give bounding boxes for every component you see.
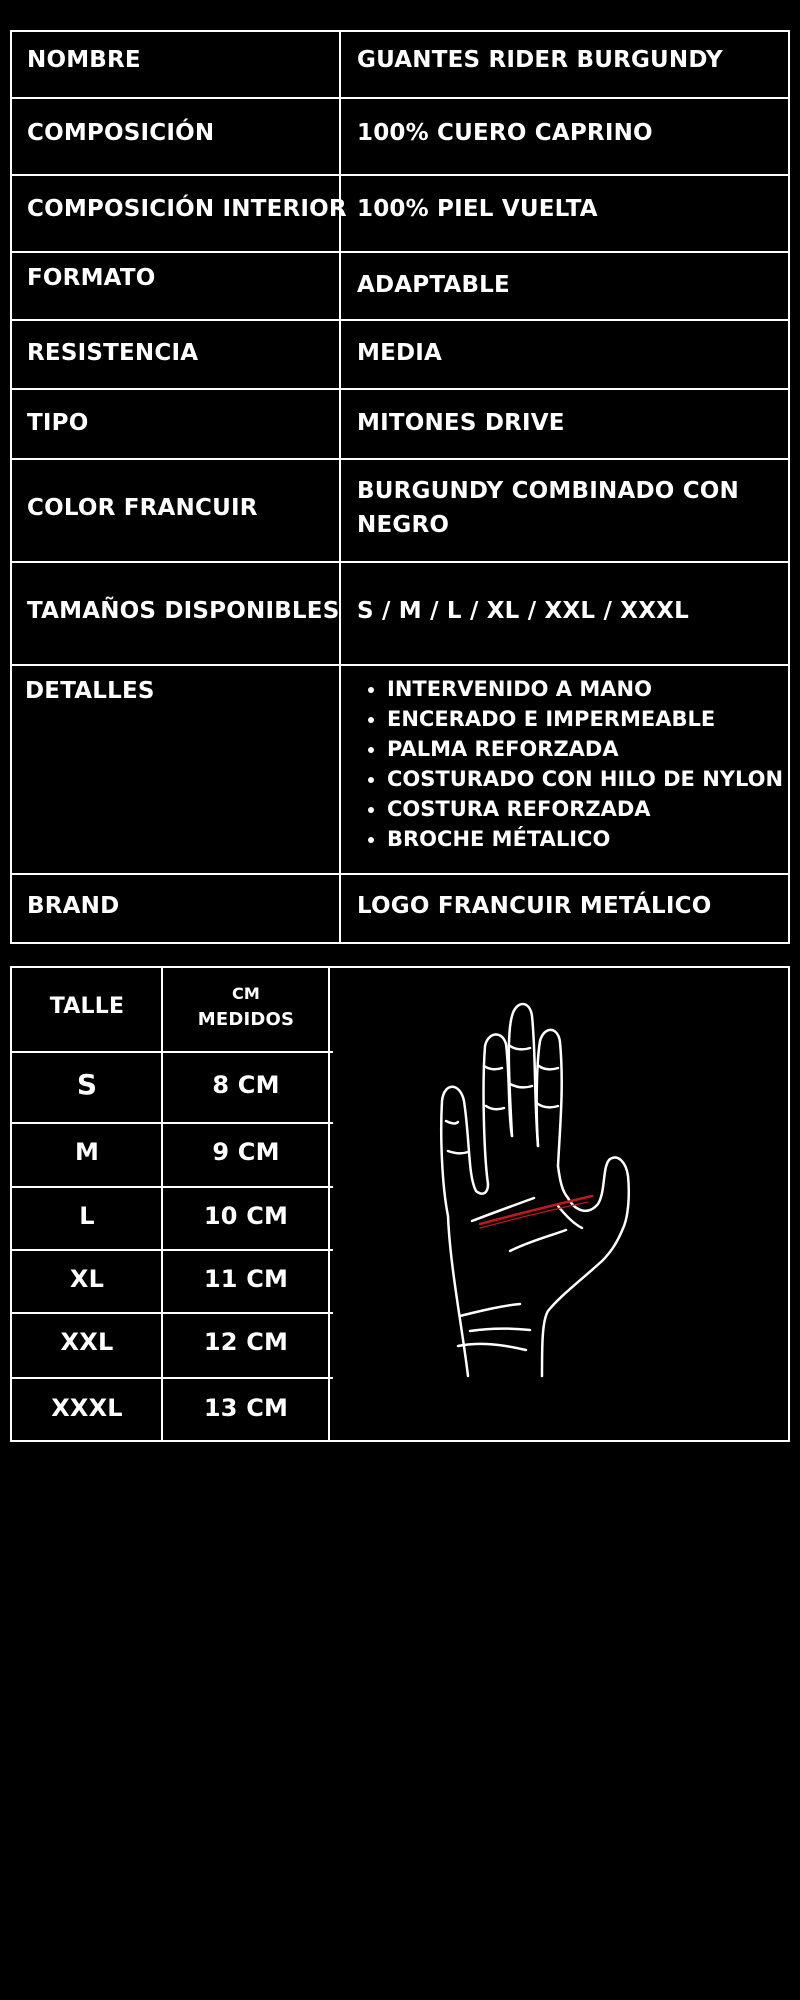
- details-item: • PALMA REFORZADA: [387, 734, 783, 764]
- hand-outline-icon: [330, 966, 790, 1442]
- details-item: • ENCERADO E IMPERMEABLE: [387, 704, 783, 734]
- size-cell-cm: 9 CM: [212, 1138, 280, 1166]
- spec-label-resistencia: RESISTENCIA: [27, 340, 199, 366]
- size-row-divider: [10, 1122, 333, 1124]
- spec-value-color-line2: NEGRO: [357, 512, 450, 538]
- spec-value-tipo: MITONES DRIVE: [357, 410, 565, 436]
- size-cell-size: XXL: [60, 1328, 114, 1356]
- spec-value-formato: ADAPTABLE: [357, 272, 510, 298]
- details-list: [357, 674, 783, 854]
- spec-label-composicion-interior: COMPOSICIÓN INTERIOR: [27, 196, 347, 222]
- size-header-talle: TALLE: [49, 994, 125, 1019]
- spec-value-nombre: GUANTES RIDER BURGUNDY: [357, 47, 723, 73]
- spec-label-composicion: COMPOSICIÓN: [27, 120, 215, 146]
- size-header-unit: CM: [231, 984, 261, 1003]
- details-item: • COSTURADO CON HILO DE NYLON: [387, 764, 783, 794]
- size-row-divider: [10, 1377, 333, 1379]
- details-item: • BROCHE MÉTALICO: [387, 824, 783, 854]
- size-cell-cm: 13 CM: [203, 1394, 289, 1422]
- spec-label-color: COLOR FRANCUIR: [27, 495, 258, 521]
- spec-value-resistencia: MEDIA: [357, 340, 443, 366]
- size-header-measured: MEDIDOS: [197, 1009, 295, 1030]
- spec-label-brand: BRAND: [27, 893, 120, 919]
- spec-label-tipo: TIPO: [27, 410, 89, 436]
- size-cell-size: S: [76, 1068, 98, 1101]
- spec-row-divider: [10, 388, 790, 390]
- spec-value-tamanos: S / M / L / XL / XXL / XXXL: [357, 598, 689, 624]
- size-row-divider: [10, 1249, 333, 1251]
- spec-row-divider: [10, 561, 790, 563]
- size-cell-cm: 10 CM: [203, 1202, 289, 1230]
- size-cell-cm: 8 CM: [212, 1071, 280, 1099]
- spec-label-formato: FORMATO: [27, 265, 156, 291]
- size-cell-size: XL: [69, 1265, 105, 1293]
- spec-row-divider: [10, 319, 790, 321]
- spec-row-divider: [10, 97, 790, 99]
- details-item: • COSTURA REFORZADA: [387, 794, 783, 824]
- size-cell-size: L: [79, 1202, 95, 1230]
- spec-value-brand: LOGO FRANCUIR METÁLICO: [357, 893, 712, 919]
- size-row-divider: [10, 1186, 333, 1188]
- size-cell-size: M: [74, 1138, 100, 1166]
- spec-row-divider: [10, 174, 790, 176]
- size-cell-cm: 12 CM: [203, 1328, 289, 1356]
- spec-value-color-line1: BURGUNDY COMBINADO CON: [357, 478, 739, 504]
- size-row-divider: [10, 1312, 333, 1314]
- spec-table-column-divider: [339, 30, 341, 944]
- spec-row-divider: [10, 251, 790, 253]
- size-cell-cm: 11 CM: [203, 1265, 289, 1293]
- size-row-divider: [10, 1051, 333, 1053]
- spec-value-composicion: 100% CUERO CAPRINO: [357, 120, 653, 146]
- spec-label-nombre: NOMBRE: [27, 47, 141, 73]
- spec-row-divider: [10, 458, 790, 460]
- spec-label-tamanos: TAMAÑOS DISPONIBLES: [27, 598, 340, 624]
- spec-row-divider: [10, 664, 790, 666]
- details-item: • INTERVENIDO A MANO: [387, 674, 783, 704]
- size-cell-size: XXXL: [51, 1394, 123, 1422]
- spec-value-composicion-interior: 100% PIEL VUELTA: [357, 196, 598, 222]
- spec-label-detalles: DETALLES: [25, 678, 155, 704]
- spec-row-divider: [10, 873, 790, 875]
